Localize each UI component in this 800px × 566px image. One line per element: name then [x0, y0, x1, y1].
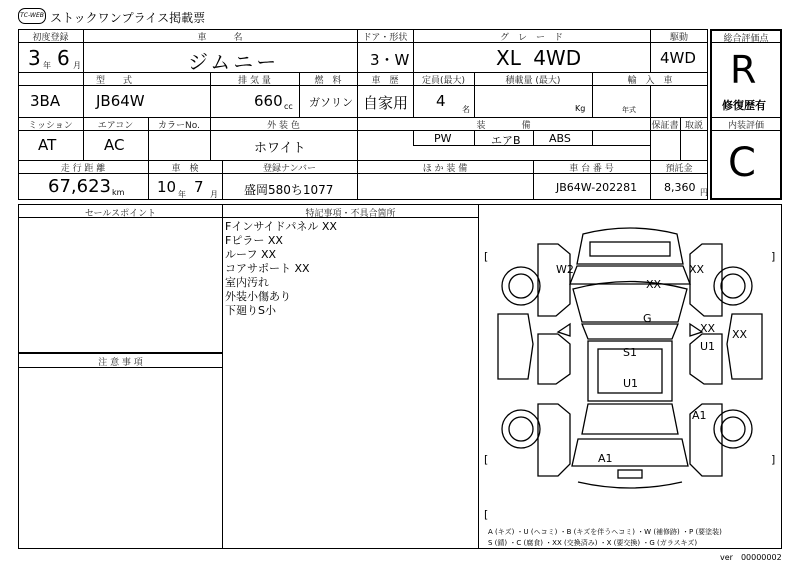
- label-chassis-no: 車 台 番 号: [569, 164, 614, 174]
- mission-value: AT: [38, 136, 57, 154]
- tc-web-logo: TC-WEB: [18, 8, 46, 24]
- mark-xx-pillar: XX: [700, 322, 716, 335]
- note-item: 下廻りS小: [225, 304, 276, 317]
- label-grade: グ レ ー ド: [499, 33, 563, 43]
- label-displacement: 排 気 量: [238, 76, 271, 86]
- car-name-value: ジムニー: [188, 50, 280, 74]
- label-sales-points: セールスポイント: [84, 209, 157, 219]
- yen-unit: 円: [700, 188, 708, 197]
- note-item: コアサポート XX: [225, 262, 310, 275]
- exterior-color-value: ホワイト: [254, 141, 306, 156]
- notes-list: [225, 220, 337, 318]
- label-first-reg: 初度登録: [32, 33, 69, 43]
- month-unit: 月: [73, 61, 81, 70]
- note-item: Fインサイドパネル XX: [225, 220, 337, 233]
- label-inspection: 車 検: [171, 164, 199, 174]
- mark-w2: W2: [556, 263, 574, 276]
- label-mission: ミッション: [28, 121, 73, 131]
- label-caution: 注 意 事 項: [98, 358, 143, 368]
- note-item: Fピラー XX: [225, 234, 283, 247]
- model-value: JB64W: [96, 92, 145, 110]
- label-warranty: 保証書: [651, 121, 679, 131]
- overall-score: R: [730, 48, 757, 92]
- mark-u1-door: U1: [700, 340, 716, 353]
- equip-pw: PW: [434, 132, 452, 145]
- label-drive: 駆動: [669, 33, 688, 43]
- legend-line-2: S (錆) ・C (腐食) ・XX (交換済み) ・X (要交換) ・G (ガラスキズ): [488, 539, 698, 547]
- drive-value: 4WD: [660, 49, 696, 67]
- bracket: ]: [771, 250, 776, 263]
- note-item: 室内汚れ: [225, 276, 269, 289]
- label-equipment: 装 備: [476, 121, 531, 131]
- note-item: ルーフ XX: [225, 248, 277, 261]
- sales-points-box: [18, 204, 223, 353]
- label-import: 輸 入 車: [627, 76, 673, 86]
- bracket: [: [484, 250, 489, 263]
- first-reg-month: 6: [57, 46, 70, 70]
- equip-abs: ABS: [549, 132, 571, 145]
- year-unit: 年: [43, 61, 51, 70]
- insp-year: 10: [157, 178, 177, 196]
- insp-year-unit: 年: [178, 190, 186, 199]
- cc-unit: cc: [284, 102, 293, 111]
- mark-xx-fender: XX: [689, 263, 705, 276]
- displacement-value: 660: [254, 92, 283, 110]
- usage-value: 自家用: [363, 94, 409, 112]
- label-interior-eval: 内装評価: [727, 121, 764, 131]
- version-label: ver 00000002: [720, 553, 782, 562]
- insp-month: 7: [194, 178, 204, 196]
- label-fuel: 燃 料: [314, 76, 342, 86]
- chassis-no-value: JB64W-202281: [556, 181, 638, 194]
- mark-g: G: [643, 312, 652, 325]
- label-deposit: 預託金: [665, 164, 693, 174]
- label-color-no: カラーNo.: [158, 121, 200, 131]
- kg-unit: Kg: [575, 104, 586, 113]
- label-usage: 車 歴: [371, 76, 399, 86]
- mark-a1-bumper: A1: [598, 452, 613, 465]
- label-exterior-color: 外 装 色: [267, 121, 300, 131]
- model-prefix: 3BA: [30, 92, 61, 110]
- label-door-type: ドア・形状: [362, 33, 408, 43]
- label-model: 型 式: [95, 76, 132, 86]
- year-model: 年式: [622, 106, 636, 114]
- km-unit: km: [112, 188, 125, 197]
- label-load: 積載量 (最大): [505, 76, 561, 86]
- repair-history: 修復歴有: [722, 99, 766, 112]
- first-reg-year: 3: [28, 46, 41, 70]
- aircon-value: AC: [104, 136, 125, 154]
- info-table: [18, 29, 708, 200]
- mark-u1-roof: U1: [623, 377, 639, 390]
- label-plate: 登録ナンバー: [263, 164, 316, 174]
- door-type-value: 3・W: [370, 51, 410, 69]
- label-aircon: エアコン: [97, 121, 134, 131]
- label-car-name: 車 名: [197, 33, 243, 43]
- label-overall-eval: 総合評価点: [723, 34, 769, 44]
- insp-month-unit: 月: [210, 190, 218, 199]
- label-other-equip: ほ か 装 備: [422, 164, 468, 174]
- mark-xx-hood: XX: [646, 278, 662, 291]
- fuel-value: ガソリン: [309, 96, 353, 109]
- equip-airbag: エアB: [491, 134, 521, 147]
- capacity-unit: 名: [462, 105, 470, 114]
- mileage-value: 67,623: [48, 176, 111, 197]
- bracket: [: [484, 508, 489, 521]
- label-mileage: 走 行 距 離: [60, 164, 106, 174]
- mark-a1-rear: A1: [692, 409, 707, 422]
- mark-xx-side: XX: [732, 328, 748, 341]
- interior-score: C: [728, 140, 756, 186]
- caution-box: [18, 353, 223, 549]
- label-notes: 特記事項・不具合箇所: [305, 209, 396, 219]
- note-item: 外装小傷あり: [225, 290, 291, 303]
- legend-line-1: A (キズ) ・U (ヘコミ) ・B (キズを伴うヘコミ) ・W (補修跡) ・P (要塗装): [488, 528, 722, 536]
- bracket: ]: [771, 453, 776, 466]
- plate-value: 盛岡580ち1077: [244, 183, 334, 197]
- label-capacity: 定員(最大): [421, 76, 466, 86]
- bracket: [: [484, 453, 489, 466]
- label-manual: 取説: [684, 121, 703, 131]
- mark-s1: S1: [623, 346, 637, 359]
- document-title: ストックワンプライス掲載票: [50, 11, 206, 25]
- deposit-value: 8,360: [664, 181, 696, 194]
- capacity-value: 4: [436, 92, 446, 110]
- grade-value: XL 4WD: [496, 46, 582, 70]
